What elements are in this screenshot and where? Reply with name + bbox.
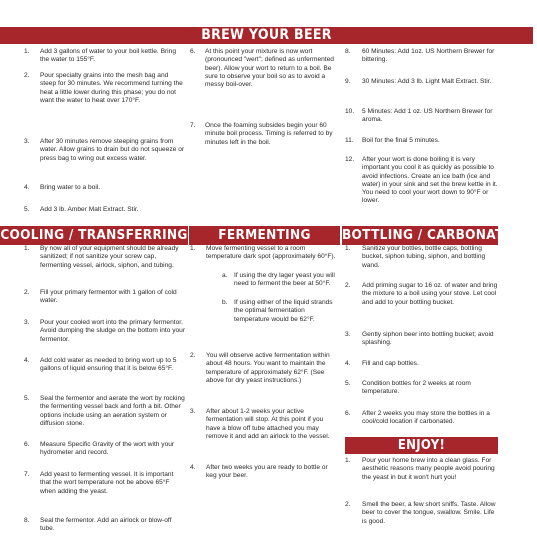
step-text: Gently siphon beer into bottling bucket; avoid splashing.: [362, 331, 494, 347]
step-text: Pour specialty grains into the mesh bag and steep for 30 minutes. We recommend turning the heat a little lower during this phase; you do not want the water to heat over 170°F.: [40, 72, 183, 104]
step-number: 1.: [24, 48, 30, 55]
step-number: 6.: [24, 441, 30, 448]
step-text: Smell the beer, a few short sniffs. Taste. Allow beer to cover the tongue, swallow. Smile. Life is good.: [362, 501, 496, 525]
substep-text: If using either of the liquid strands the optimal fermentation temperature would be 62°F.: [234, 299, 333, 323]
step-number: 8.: [24, 517, 30, 524]
step-number: 2.: [345, 282, 351, 289]
step-text: You will observe active fermentation within about 48 hours. You want to maintain the temperature of approximately 62°F. (See above for dry yeast instructions.): [206, 352, 330, 384]
step-number: 4.: [24, 357, 30, 364]
step-text: Condition bottles for 2 weeks at room temperature.: [362, 380, 471, 396]
step-number: 8.: [345, 48, 351, 55]
step-text: Add yeast to fermenting vessel. It is important that the wort temperature not be above 65°F when adding the yeast.: [40, 471, 174, 495]
step-text: Add 3 lb. Amber Malt Extract. Stir.: [40, 206, 139, 213]
step-text: 30 Minutes: Add 3 lb. Light Malt Extract. Stir.: [362, 78, 492, 85]
step-text: After about 1-2 weeks your active fermentation will stop. At this point if you have a blow off tube attached you may remove it and add an airlock to the vessel.: [206, 408, 330, 440]
step-text: Fill and cap bottles.: [362, 360, 419, 367]
step-number: 10.: [345, 108, 355, 115]
step-text: 60 Minutes: Add 1oz. US Northern Brewer for bittering.: [362, 48, 495, 64]
step-number: 2.: [190, 352, 196, 359]
step-text: At this point your mixture is now wort (pronounced "wert"; defined as unfermented beer). Allow your wort to return to a boil. Be sure to observe your boil so as to avoid a messy boil-over.: [205, 48, 334, 89]
step-number: 2.: [345, 501, 351, 508]
step-text: Move fermenting vessel to a room temperature dark spot (approximately 60°F).: [206, 245, 336, 261]
step-number: 6.: [190, 48, 196, 55]
step-number: 7.: [24, 471, 30, 478]
step-text: After two weeks you are ready to bottle or keg your beer.: [206, 464, 328, 480]
step-number: 5.: [345, 380, 351, 387]
enjoy-header: ENJOY!: [345, 437, 498, 454]
step-number: 5.: [24, 395, 30, 402]
step-number: 3.: [24, 138, 30, 145]
step-number: 1.: [345, 245, 351, 252]
step-text: Once the foaming subsides begin your 60 minute boil process. Timing is referred to by minutes left in the boil.: [205, 122, 333, 146]
step-text: Bring water to a boil.: [40, 184, 101, 191]
step-text: Pour your home brew into a clean glass. For aesthetic reasons many people avoid pouring the yeast in but it won't hurt you!: [362, 457, 495, 481]
fermenting-header: FERMENTING: [189, 226, 340, 245]
step-text: After your wort is done boiling it is very important you cool it as quickly as possible to avoid infections. Create an ice bath (ice and water) in your sink and set the brew kettle in it. You need to cool your wort down to 90°F or lower.: [362, 156, 498, 205]
step-text: Add 3 gallons of water to your boil kettle. Bring the water to 155°F.: [40, 48, 176, 64]
step-text: By now all of your equipment should be already sanitized; if not sanitize your screw cap, fermenting vessel, airlock, siphon, and tubing.: [40, 245, 179, 269]
step-number: 3.: [345, 331, 351, 338]
step-number: 3.: [24, 319, 30, 326]
step-text: Sanitize your bottles, bottle caps, bottling bucket, siphon tubing, siphon, and bottling wand.: [362, 245, 486, 269]
step-number: 5.: [24, 206, 30, 213]
brew-your-beer-header: BREW YOUR BEER: [0, 27, 533, 44]
step-text: Add priming sugar to 16 oz. of water and bring the mixture to a boil using your stove. Let cool and add to your bottling bucket.: [362, 282, 498, 306]
step-number: 1.: [345, 457, 351, 464]
step-number: 11.: [345, 137, 354, 144]
step-text: After 30 minutes remove steeping grains from water. Allow grains to drain but do not squeeze or press bag to wring out excess water.: [40, 138, 185, 162]
step-number: 9.: [345, 78, 351, 85]
step-text: Pour your cooled wort into the primary fermentor. Avoid dumping the sludge on the bottom into your fermentor.: [40, 319, 186, 343]
step-text: 5 Minutes: Add 1 oz. US Northern Brewer for aroma.: [362, 108, 493, 124]
step-number: 1.: [24, 245, 30, 252]
step-text: Fill your primary fermentor with 1 gallon of cold water.: [40, 289, 177, 305]
step-number: 12.: [345, 156, 355, 163]
substep-letter: a.: [222, 272, 228, 279]
step-number: 2.: [24, 72, 30, 79]
step-number: 4.: [24, 184, 30, 191]
step-number: 4.: [190, 464, 196, 471]
cooling-transferring-header: COOLING / TRANSFERRING: [0, 227, 188, 243]
step-text: Seal the fermentor. Add an airlock or blow-off tube.: [40, 517, 172, 533]
bottling-carbonating-header: BOTTLING / CARBONATING: [342, 227, 530, 243]
substep-text: If using the dry lager yeast you will need to ferment the beer at 50°F.: [234, 272, 335, 288]
step-text: Add cold water as needed to bring wort up to 5 gallons of liquid ensuring that it is below 65°F.: [40, 357, 177, 373]
step-number: 2.: [24, 289, 30, 296]
step-text: After 2 weeks you may store the bottles in a cool/cold location if carbonated.: [362, 410, 490, 426]
step-text: Measure Specific Gravity of the wort with your hydrometer and record.: [40, 441, 175, 457]
step-text: Boil for the final 5 minutes.: [362, 137, 440, 144]
substep-letter: b.: [222, 299, 228, 306]
step-number: 1.: [190, 245, 196, 252]
step-number: 6.: [345, 410, 351, 417]
step-number: 3.: [190, 408, 196, 415]
step-text: Seal the fermentor and aerate the wort by rocking the fermenting vessel back and forth a bit. Other options include using an aeration system or diffusion stone.: [40, 395, 185, 427]
step-number: 7.: [190, 122, 196, 129]
step-number: 4.: [345, 360, 351, 367]
